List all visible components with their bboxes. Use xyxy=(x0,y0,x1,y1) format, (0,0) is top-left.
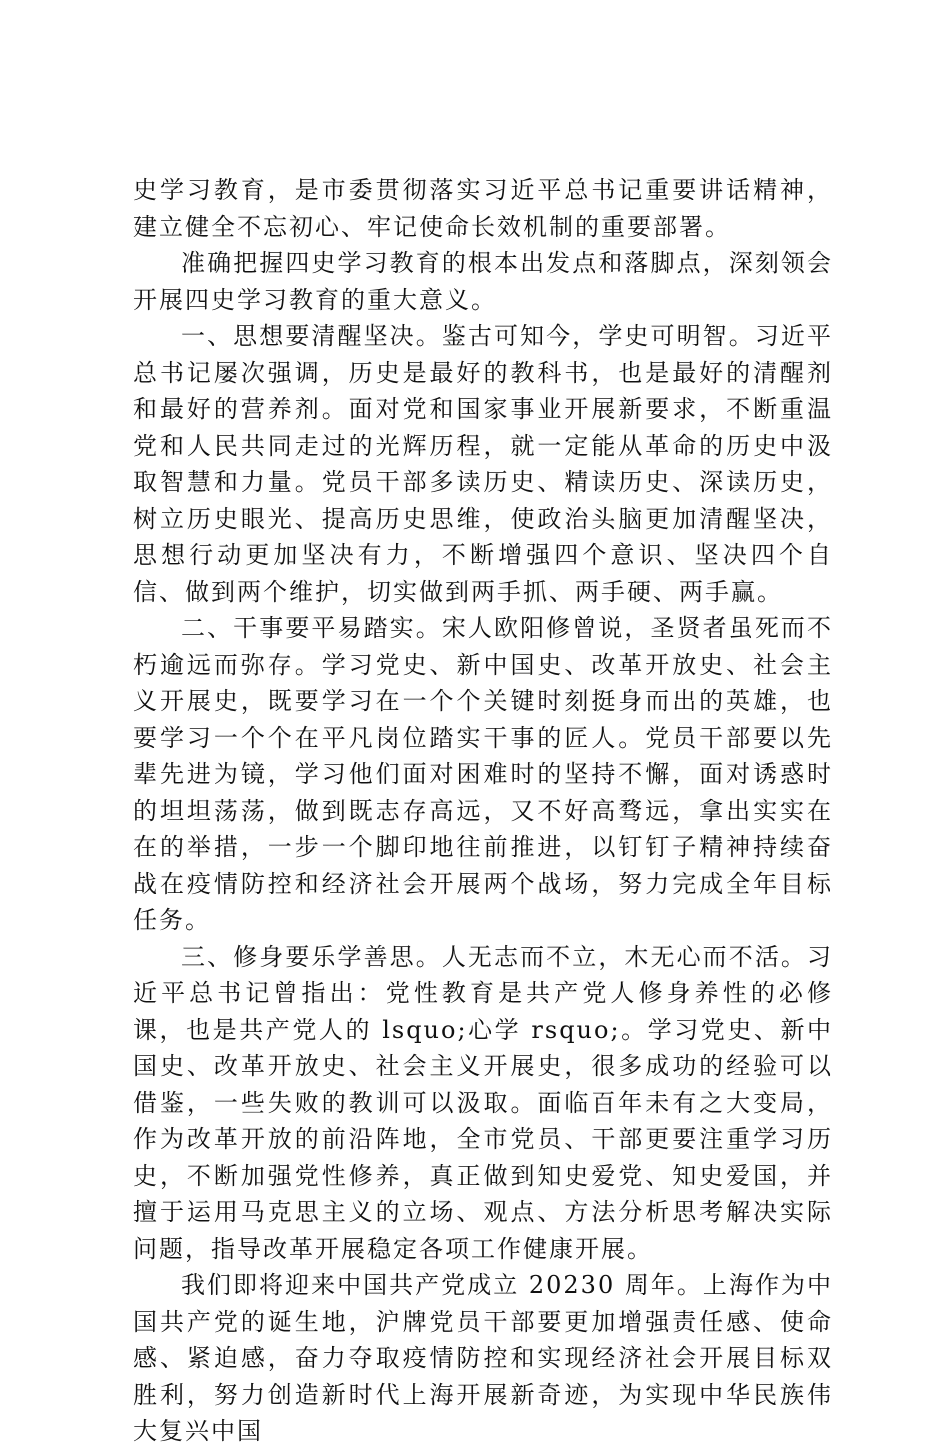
paragraph-4: 二、干事要平易踏实。宋人欧阳修曾说，圣贤者虽死而不朽逾远而弥存。学习党史、新中国史、改革开放史、社会主义开展史，既要学习在一个个关键时刻挺身而出的英雄，也要学习一个个在平凡岗位踏实干事的匠人。党员干部要以先辈先进为镜，学习他们面对困难时的坚持不懈，面对诱惑时的坦坦荡荡，做到既志存高远，又不好高骛远，拿出实实在在的举措，一步一个脚印地往前推进，以钉钉子精神持续奋战在疫情防控和经济社会开展两个战场，努力完成全年目标任务。 xyxy=(133,614,833,934)
paragraph-5: 三、修身要乐学善思。人无志而不立，木无心而不活。习近平总书记曾指出：党性教育是共产党人修身养性的必修课，也是共产党人的 lsquo;心学 rsquo;。学习党史、新中国史、改革开放史、社会主义开展史，很多成功的经验可以借鉴，一些失败的教训可以汲取。面临百年未有之大变局，作为改革开放的前沿阵地，全市党员、干部更要注重学习历史，不断加强党性修养，真正做到知史爱党、知史爱国，并擅于运用马克思主义的立场、观点、方法分析思考解决实际问题，指导改革开展稳定各项工作健康开展。 xyxy=(133,942,833,1263)
paragraph-2: 准确把握四史学习教育的根本出发点和落脚点，深刻领会开展四史学习教育的重大意义。 xyxy=(133,249,833,314)
document-body xyxy=(133,172,833,1450)
paragraph-1: 史学习教育，是市委贯彻落实习近平总书记重要讲话精神，建立健全不忘初心、牢记使命长效机制的重要部署。 xyxy=(133,176,833,241)
paragraph-3: 一、思想要清醒坚决。鉴古可知今，学史可明智。习近平总书记屡次强调，历史是最好的教科书，也是最好的清醒剂和最好的营养剂。面对党和国家事业开展新要求，不断重温党和人民共同走过的光辉历程，就一定能从革命的历史中汲取智慧和力量。党员干部多读历史、精读历史、深读历史，树立历史眼光、提高历史思维，使政治头脑更加清醒坚决，思想行动更加坚决有力，不断增强四个意识、坚决四个自信、做到两个维护，切实做到两手抓、两手硬、两手赢。 xyxy=(133,322,833,606)
paragraph-6: 我们即将迎来中国共产党成立 20230 周年。上海作为中国共产党的诞生地，沪牌党员干部要更加增强责任感、使命感、紧迫感，奋力夺取疫情防控和实现经济社会开展目标双胜利，努力创造新时代上海开展新奇迹，为实现中华民族伟大复兴中国 xyxy=(133,1271,833,1445)
